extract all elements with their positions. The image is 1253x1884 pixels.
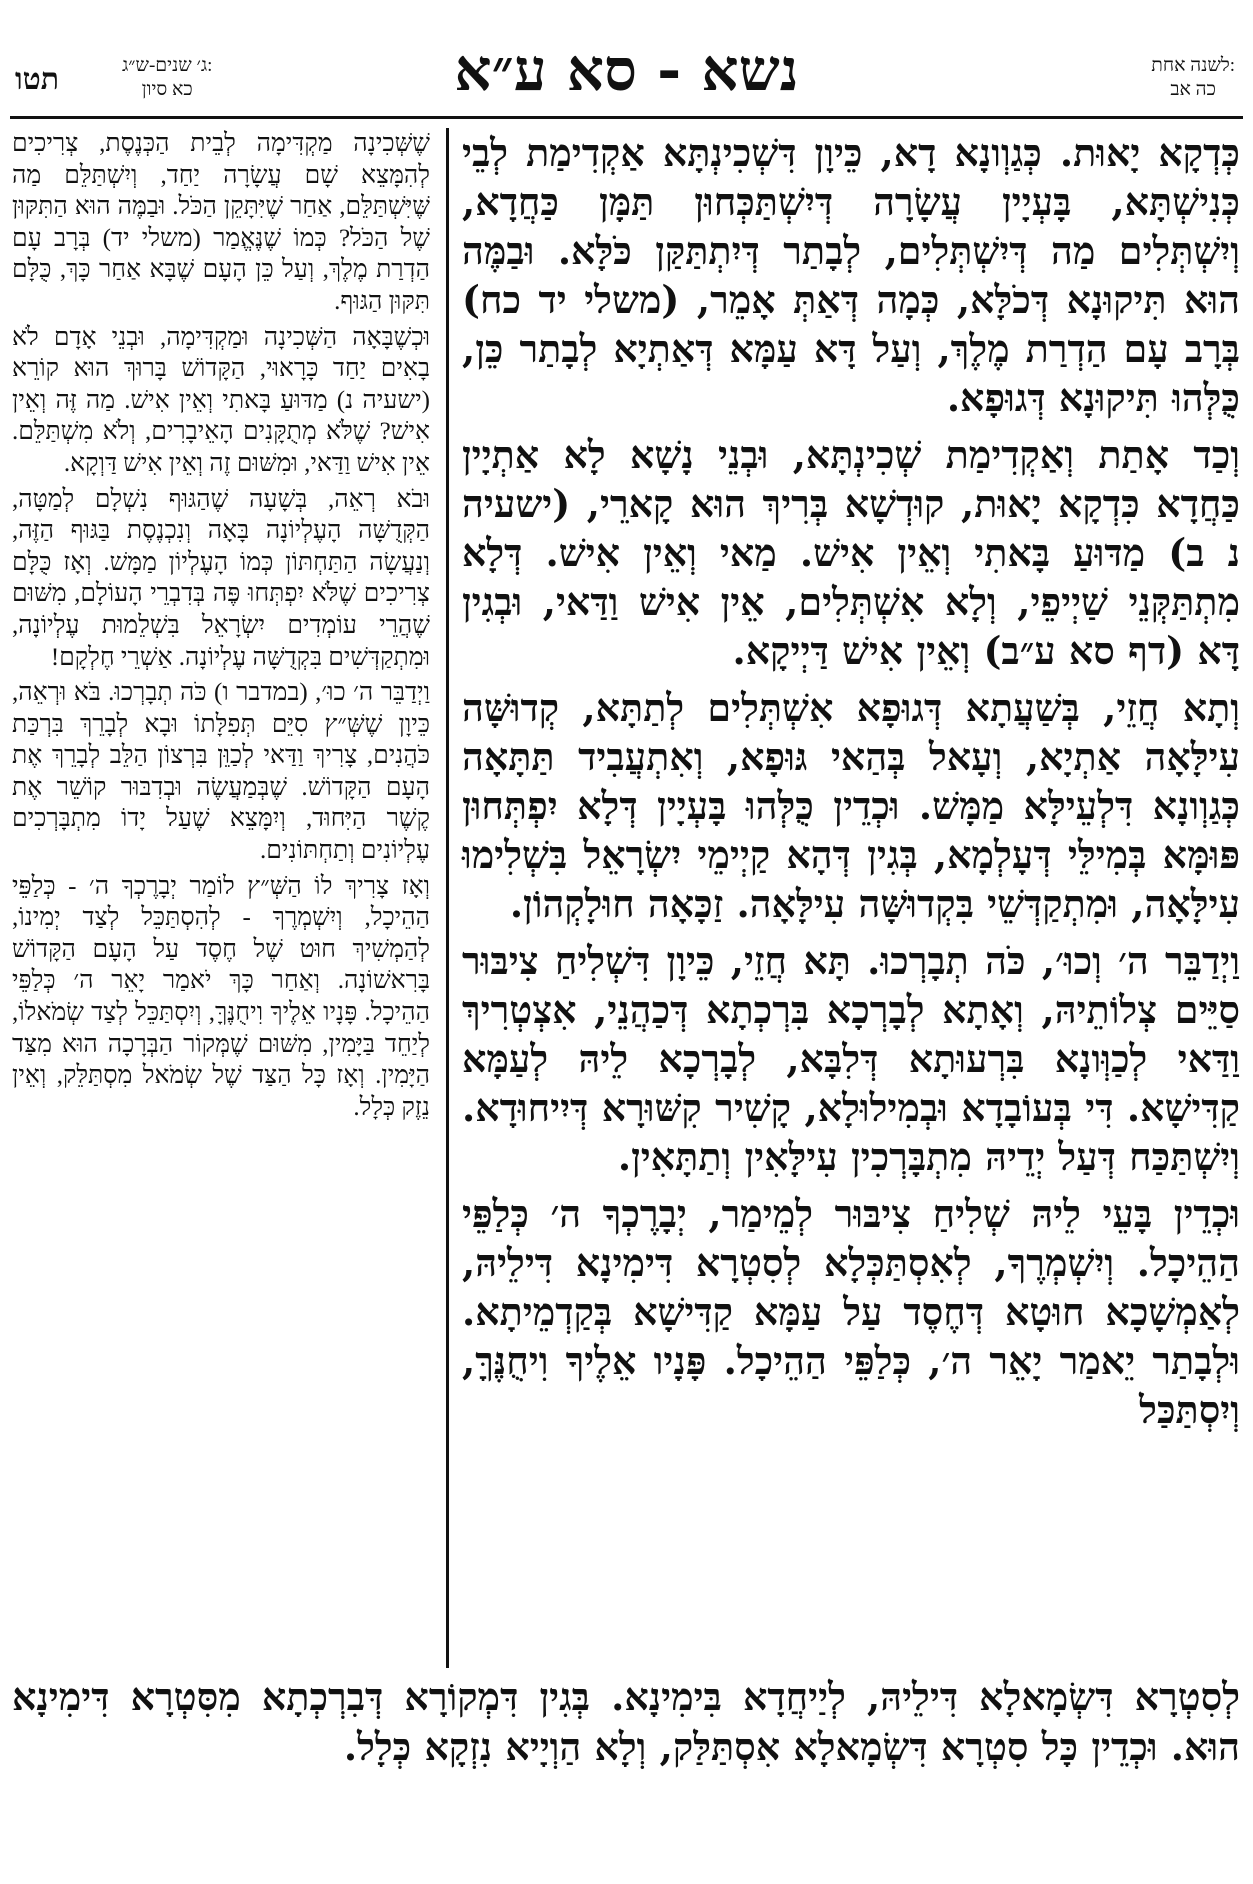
aramaic-paragraph: וְתָא חֲזֵי, בְּשַׁעֲתָא דְּגוּפָא אִשְׁתְּלִים לְתַתָּא, קְדוּשָּׁה עִילָּאָה אַתְיָא, וְעָאל בְּהַאי גּוּפָא, וְאִתְעֲבִיד תַּתָּאָה כְּגַוְונָא דִּלְעֵילָּא מַמָּשׁ. וּכְדֵין כֻּלְּהוּ בָּעְיָין דְּלָא יִפְתְּחוּן פּוּמָּא בְּמִילֵּי דְּעָלְמָא, בְּגִין דְּהָא קַיְימֵי יִשְׂרָאֵל בִּשְׁלִימוּ עִילָּאָה, וּמִתְקַדְּשֵׁי בִּקְדוּשָּׁה עִילָּאָה. זַכָּאָה חוּלָקְהוֹן. [462,685,1240,926]
schedule-one-year [1151,54,1235,102]
translation-paragraph: וּכְשֶׁבָּאָה הַשְּׁכִינָה וּמַקְדִּימָה, וּבְנֵי אָדָם לֹא בָאִים יַחַד כָּרָאוּי, הַקָּדוֹשׁ בָּרוּךְ הוּא קוֹרֵא (ישעיה נ) מַדּוּעַ בָּאתִי וְאֵין אִישׁ. מַה זֶּה וְאֵין אִישׁ? שֶׁלֹּא מְתֻקָּנִים הָאֵיבָרִים, וְלֹא מִשְׁתַּלֵּם. אֵין אִישׁ וַדַּאי, וּמִשּׁוּם זֶה וְאֵין אִישׁ דַּוְקָא. [12,323,430,477]
schedule-one-year-label: לשנה אחת: [1151,55,1235,76]
hebrew-translation-column [12,128,430,1668]
aramaic-paragraph: כְּדְקָא יָאוּת. כְּגַוְונָא דָא, כֵּיוָן דִּשְׁכִינְתָּא אַקְדִימַת לְבֵי כְּנִישְׁתָּא, בָּעְיָין עֲשָׂרָה דְּיִשְׁתַּכְּחוּן תַּמָּן כַּחֲדָא, וְיִשְׁתְּלִים מַה דְּיִשְׁתְּלִים, לְבָתַר דְּיִתְתַּקַּן כֹּלָּא. וּבַמֶּה הוּא תִּיקוּנָא דְּכֹלָּא, כְּמָה דְּאַתְּ אָמֵר, (משלי יד כח) בְּרָב עָם הַדְרַת מֶלֶךְ, וְעַל דָּא עַמָּא דְּאַתְיָא לְבָתַר כֵּן, כֻּלְּהוּ תִּיקוּנָא דְּגוּפָא. [462,130,1240,420]
translation-paragraph: וַיְדַבֵּר ה׳ כוּ׳, (במדבר ו) כֹּה תְבָרְכוּ. בֹּא וּרְאֵה, כֵּיוָן שֶׁשְּׁ״ץ סִיֵּם תְּפִלָּתוֹ וּבָא לְבָרֵךְ בִּרְכַּת כֹּהֲנִים, צָרִיךְ וַדַּאי לְכַוֵּן בִּרְצוֹן הַלֵּב לְבָרֵךְ אֶת הָעָם הַקָּדוֹשׁ. שֶׁבְּמַעֲשֶׂה וּבְדִבּוּר קוֹשֵׁר אֶת קֶשֶׁר הַיִּחוּד, וְיִמָּצֵא שֶׁעַל יָדוֹ מִתְבָּרְכִים עֶלְיוֹנִים וְתַחְתּוֹנִים. [12,679,430,865]
schedule-one-year-date: כה אב [1170,79,1216,100]
aramaic-text-column [462,128,1240,1668]
header-rule [10,116,1243,119]
translation-paragraph: וְאָז צָרִיךְ לוֹ הַשְּׁ״ץ לוֹמַר יְבָרֶכְךָ ה׳ - כְּלַפֵּי הַהֵיכָל, וְיִשְׁמְרֶךָ - לְהִסְתַּכֵּל לְצַד יְמִינוֹ, לְהַמְשִׁיךְ חוּט שֶׁל חֶסֶד עַל הָעָם הַקָּדוֹשׁ בָּרִאשׁוֹנָה. וְאַחַר כָּךְ יֹאמַר יָאֵר ה׳ כְּלַפֵּי הַהֵיכָל. פָּנָיו אֵלֶיךָ וִיחֻנֶּךָּ, וְיִסְתַּכֵּל לְצַד שְׂמֹאלוֹ, לְיַחֵד בַּיָּמִין, מִשּׁוּם שֶׁמְּקוֹר הַבְּרָכָה הוּא מִצַּד הַיָּמִין. וְאָז כָּל הַצַּד שֶׁל שְׂמֹאל מִסְתַּלֵּק, וְאֵין נֵזֶק כְּלָל. [12,872,430,1121]
schedule-three-years-label: ג׳ שנים-ש״ג: [122,55,213,76]
page-title: נשא - סא ע״א [454,36,799,104]
translation-paragraph: שֶׁשְּׁכִינָה מַקְדִּימָה לְבֵית הַכְּנֶסֶת, צְרִיכִים לְהִמָּצֵא שָׁם עֲשָׂרָה יַחַד, וְיִשְׁתַּלֵּם מַה שֶּׁיִּשְׁתַּלֵּם, אַחַר שֶׁיִּתָּקֵן הַכֹּל. וּבַמֶּה הוּא הַתִּקּוּן שֶׁל הַכֹּל? כְּמוֹ שֶׁנֶּאֱמַר (משלי יד) בְּרָב עָם הַדְרַת מֶלֶךְ, וְעַל כֵּן הָעָם שֶׁבָּא אַחַר כָּךְ, כֻּלָּם תִּקּוּן הַגּוּף. [12,130,430,315]
aramaic-continuation: לְסִטְרָא דִּשְׂמָאלָא דִּילֵיהּ, לְיַיחֲדָא בִּימִינָא. בְּגִין דִּמְקוֹרָא דְּבִרְכְתָא מִסִּטְרָא דִּימִינָא הוּא. וּכְדֵין כָּל סִטְרָא דִּשְׂמָאלָא אִסְתַּלַּק, וְלָא הַוְיָיא נִזְקָא כְּלָל. [12,1674,1241,1769]
schedule-three-years-date: כא סיון [141,79,193,100]
translation-paragraph: וּבֹא רְאֵה, בְּשָׁעָה שֶׁהַגּוּף נִשְׁלָם לְמַטָּה, הַקְּדֻשָּׁה הָעֶלְיוֹנָה בָּאָה וְנִכְנֶסֶת בַּגּוּף הַזֶּה, וְנַעֲשָׂה הַתַּחְתּוֹן כְּמוֹ הָעֶלְיוֹן מַמָּשׁ. וְאָז כֻּלָּם צְרִיכִים שֶׁלֹּא יִפְתְּחוּ פֶּה בְּדִבְרֵי הָעוֹלָם, מִשּׁוּם שֶׁהֲרֵי עוֹמְדִים יִשְׂרָאֵל בִּשְׁלֵמוּת עֶלְיוֹנָה, וּמִתְקַדְּשִׁים בִּקְדֻשָּׁה עֶלְיוֹנָה. אַשְׁרֵי חֶלְקָם! [12,485,430,671]
page-header [0,0,1253,118]
column-divider [446,128,449,1668]
aramaic-paragraph: וַיְדַבֵּר ה׳ וְכוּ׳, כֹּה תְבָרְכוּ. תָּא חֲזֵי, כֵּיוָן דִּשְׁלִיחַ צִיבּוּר סַיֵּים צְלוֹתֵיהּ, וְאָתָא לְבָרְכָא בִּרְכְתָא דְּכַהֲנֵי, אִצְטְרִיךְ וַדַּאי לְכַוְּונָא בִּרְעוּתָא דְּלִבָּא, לְבָרְכָא לֵיהּ לְעַמָּא קַדִּישָׁא. דִּי בְּעוֹבָדָא וּבְמִילוּלָא, קָשִׁיר קִשּׁוּרָא דְּיִיחוּדָא. וְיִשְׁתַּכַּח דְּעַל יְדֵיהּ מִתְבָּרְכִין עִילָּאִין וְתַתָּאִין. [462,938,1240,1179]
aramaic-paragraph: וּכְדֵין בָּעֵי לֵיהּ שְׁלִיחַ צִיבּוּר לְמֵימַר, יְבָרֶכְךָ ה׳ כְּלַפֵּי הַהֵיכָל. וְיִשְׁמְרֶךָ, לְאִסְתַּכְּלָא לְסִטְרָא דִּימִינָא דִּילֵיהּ, לְאַמְשָׁכָא חוּטָא דְּחֶסֶד עַל עַמָּא קַדִּישָׁא בְּקַדְמֵיתָא. וּלְבָתַר יֵאמַר יָאֵר ה׳, כְּלַפֵּי הַהֵיכָל. פָּנָיו אֵלֶיךָ וִיחֻנֶּךָּ, וְיִסְתַּכַּל [462,1191,1240,1432]
aramaic-paragraph: וְכַד אָתַת וְאַקְדִימַת שְׁכִינְתָּא, וּבְנֵי נָשָׁא לָא אַתְיָין כַּחֲדָא כִּדְקָא יָאוּת, קוּדְשָׁא בְּרִיךְ הוּא קָארֵי, (ישעיה נ ב) מַדּוּעַ בָּאתִי וְאֵין אִישׁ. מַאי וְאֵין אִישׁ. דְּלָא מִתְתַּקְּנֵי שַׁיְיפֵי, וְלָא אִשְׁתְּלִים, אֵין אִישׁ וַדַּאי, וּבְגִין דָּא (דף סא ע״ב) וְאֵין אִישׁ דַּיְיקָא. [462,432,1240,673]
page-number: תטו [15,62,60,97]
